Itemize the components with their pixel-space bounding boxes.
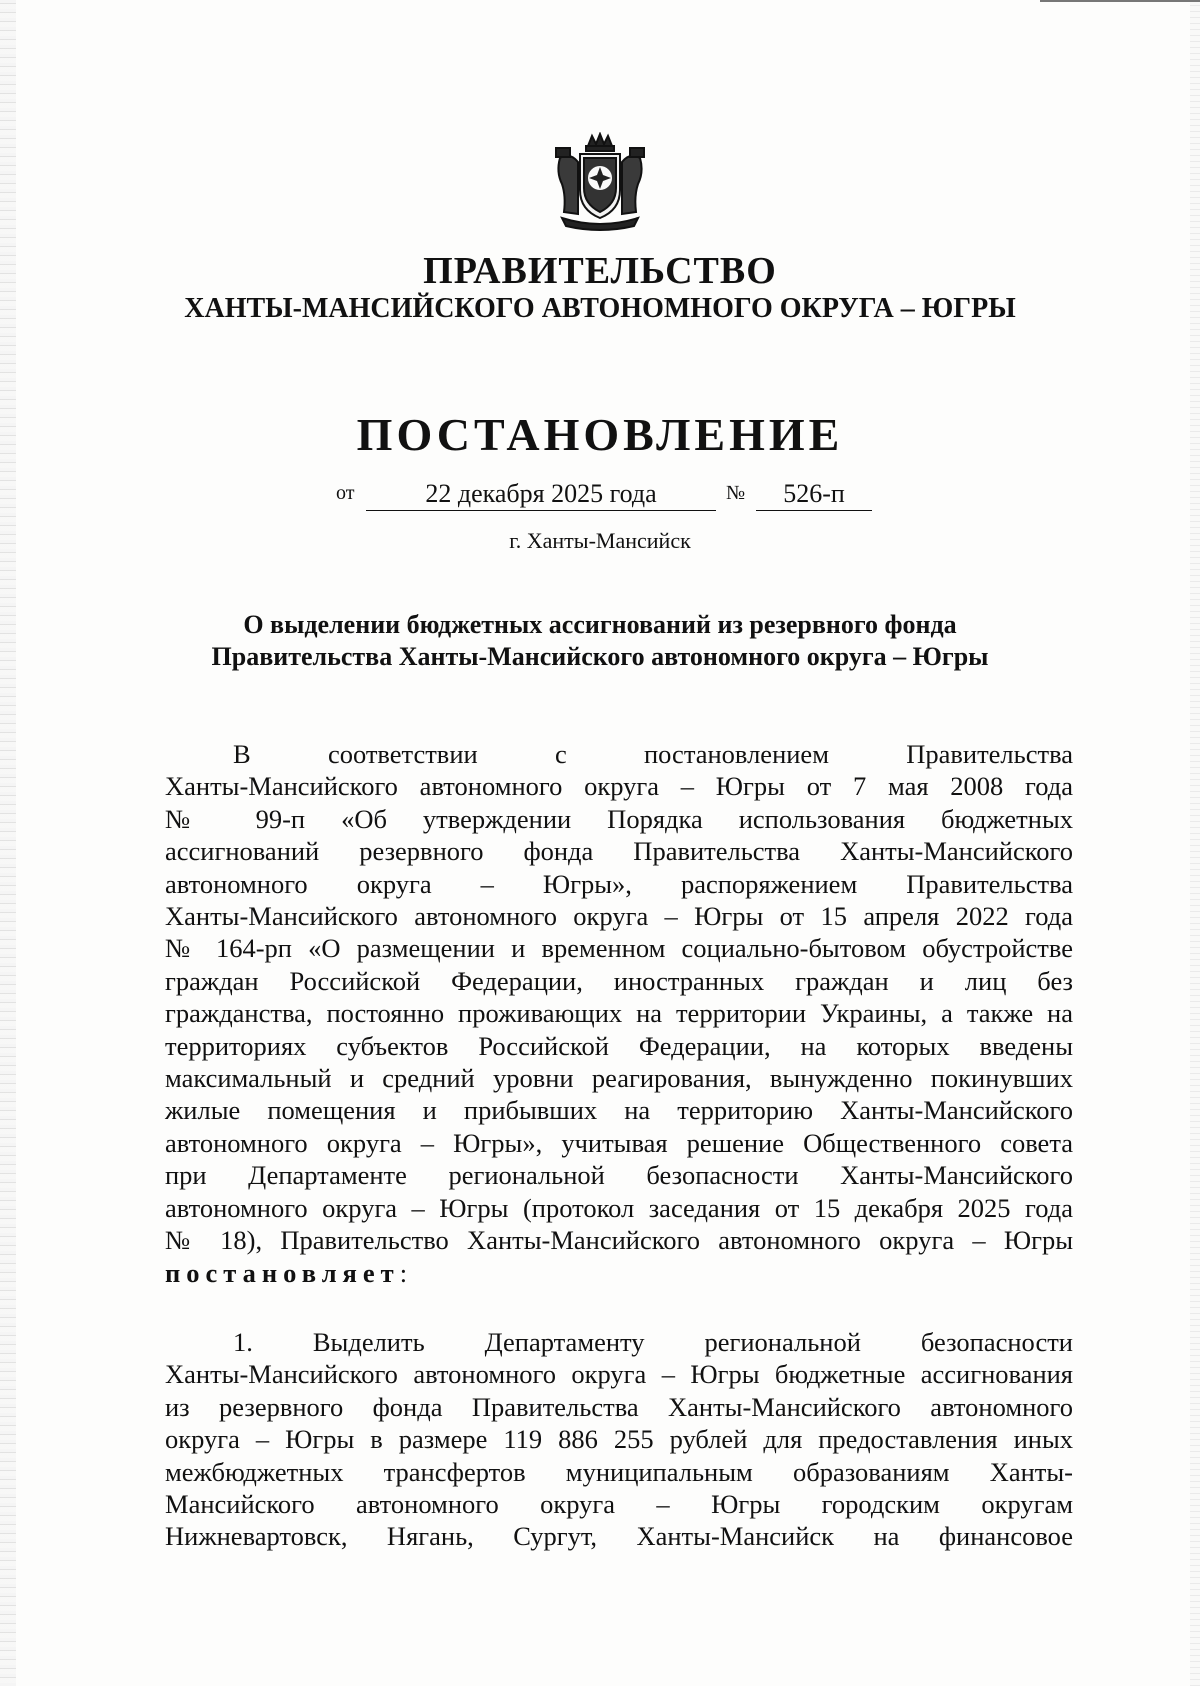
paragraph-line: жилые помещения и прибывших на территорию Ханты-Мансийского bbox=[165, 1095, 1073, 1126]
paragraph-line: Ханты-Мансийского автономного округа – Югры от 15 апреля 2022 года bbox=[165, 901, 1073, 932]
government-subtitle: ХАНТЫ-МАНСИЙСКОГО АВТОНОМНОГО ОКРУГА – ЮГРЫ bbox=[184, 293, 1016, 324]
city: г. Ханты-Мансийск bbox=[509, 528, 691, 553]
paragraph-line: граждан Российской Федерации, иностранных граждан и лиц без bbox=[165, 965, 1073, 996]
heading-line: О выделении бюджетных ассигнований из резервного фонда bbox=[243, 610, 957, 639]
paragraph-line: автономного округа – Югры», распоряжением Правительства bbox=[165, 868, 1073, 899]
paragraph-line: № 99-п «Об утверждении Порядка использования бюджетных bbox=[165, 803, 1073, 834]
number-label: № bbox=[726, 482, 746, 504]
paragraph-line: Нижневартовск, Нягань, Сургут, Ханты-Мансийск на финансовое bbox=[165, 1521, 1073, 1552]
paragraph-line: № 18), Правительство Ханты-Мансийского автономного округа – Югры bbox=[165, 1225, 1073, 1256]
paragraph-line: ассигнований резервного фонда Правительства Ханты-Мансийского bbox=[165, 836, 1073, 867]
coat-of-arms-icon bbox=[552, 132, 648, 232]
paragraph-line: Мансийского автономного округа – Югры городским округам bbox=[165, 1489, 1073, 1520]
document-heading bbox=[0, 609, 1200, 673]
document-type: ПОСТАНОВЛЕНИЕ bbox=[356, 409, 844, 460]
item-1-paragraph bbox=[165, 1326, 1073, 1553]
paragraph-line: межбюджетных трансфертов муниципальным образованиям Ханты- bbox=[165, 1456, 1073, 1487]
resolves-word: постановляет bbox=[165, 1257, 400, 1288]
paragraph-line: Ханты-Мансийского автономного округа – Югры от 7 мая 2008 года bbox=[165, 771, 1073, 802]
paragraph-line: гражданства, постоянно проживающих на территории Украины, а также на bbox=[165, 998, 1073, 1029]
preamble-paragraph bbox=[165, 738, 1073, 1289]
paragraph-line: максимальный и средний уровни реагирования, вынужденно покинувших bbox=[165, 1063, 1073, 1094]
heading-line: Правительства Ханты-Мансийского автономного округа – Югры bbox=[211, 642, 989, 671]
paragraph-line: автономного округа – Югры», учитывая решение Общественного совета bbox=[165, 1127, 1073, 1158]
date-label: от bbox=[336, 482, 355, 504]
paragraph-line: территориях субъектов Российской Федерации, на которых введены bbox=[165, 1030, 1073, 1061]
paragraph-line: из резервного фонда Правительства Ханты-Мансийского автономного bbox=[165, 1391, 1073, 1422]
document-date: 22 декабря 2025 года bbox=[366, 478, 716, 511]
paragraph-line: округа – Югры в размере 119 886 255 рублей для предоставления иных bbox=[165, 1424, 1073, 1455]
paragraph-line bbox=[165, 1257, 1073, 1289]
paragraph-line: Ханты-Мансийского автономного округа – Югры бюджетные ассигнования bbox=[165, 1359, 1073, 1390]
resolves-colon: : bbox=[399, 1257, 408, 1288]
paragraph-line: В соответствии с постановлением Правительства bbox=[233, 739, 1073, 769]
paragraph-line: 1. Выделить Департаменту региональной безопасности bbox=[233, 1327, 1073, 1357]
government-title: ПРАВИТЕЛЬСТВО bbox=[423, 250, 777, 292]
paragraph-line: при Департаменте региональной безопасности Ханты-Мансийского bbox=[165, 1160, 1073, 1191]
paragraph-line: автономного округа – Югры (протокол заседания от 15 декабря 2025 года bbox=[165, 1192, 1073, 1223]
paragraph-line: № 164-рп «О размещении и временном социально-бытовом обустройстве bbox=[165, 933, 1073, 964]
document-number: 526-п bbox=[756, 478, 872, 511]
scan-top-rule bbox=[1040, 0, 1200, 2]
